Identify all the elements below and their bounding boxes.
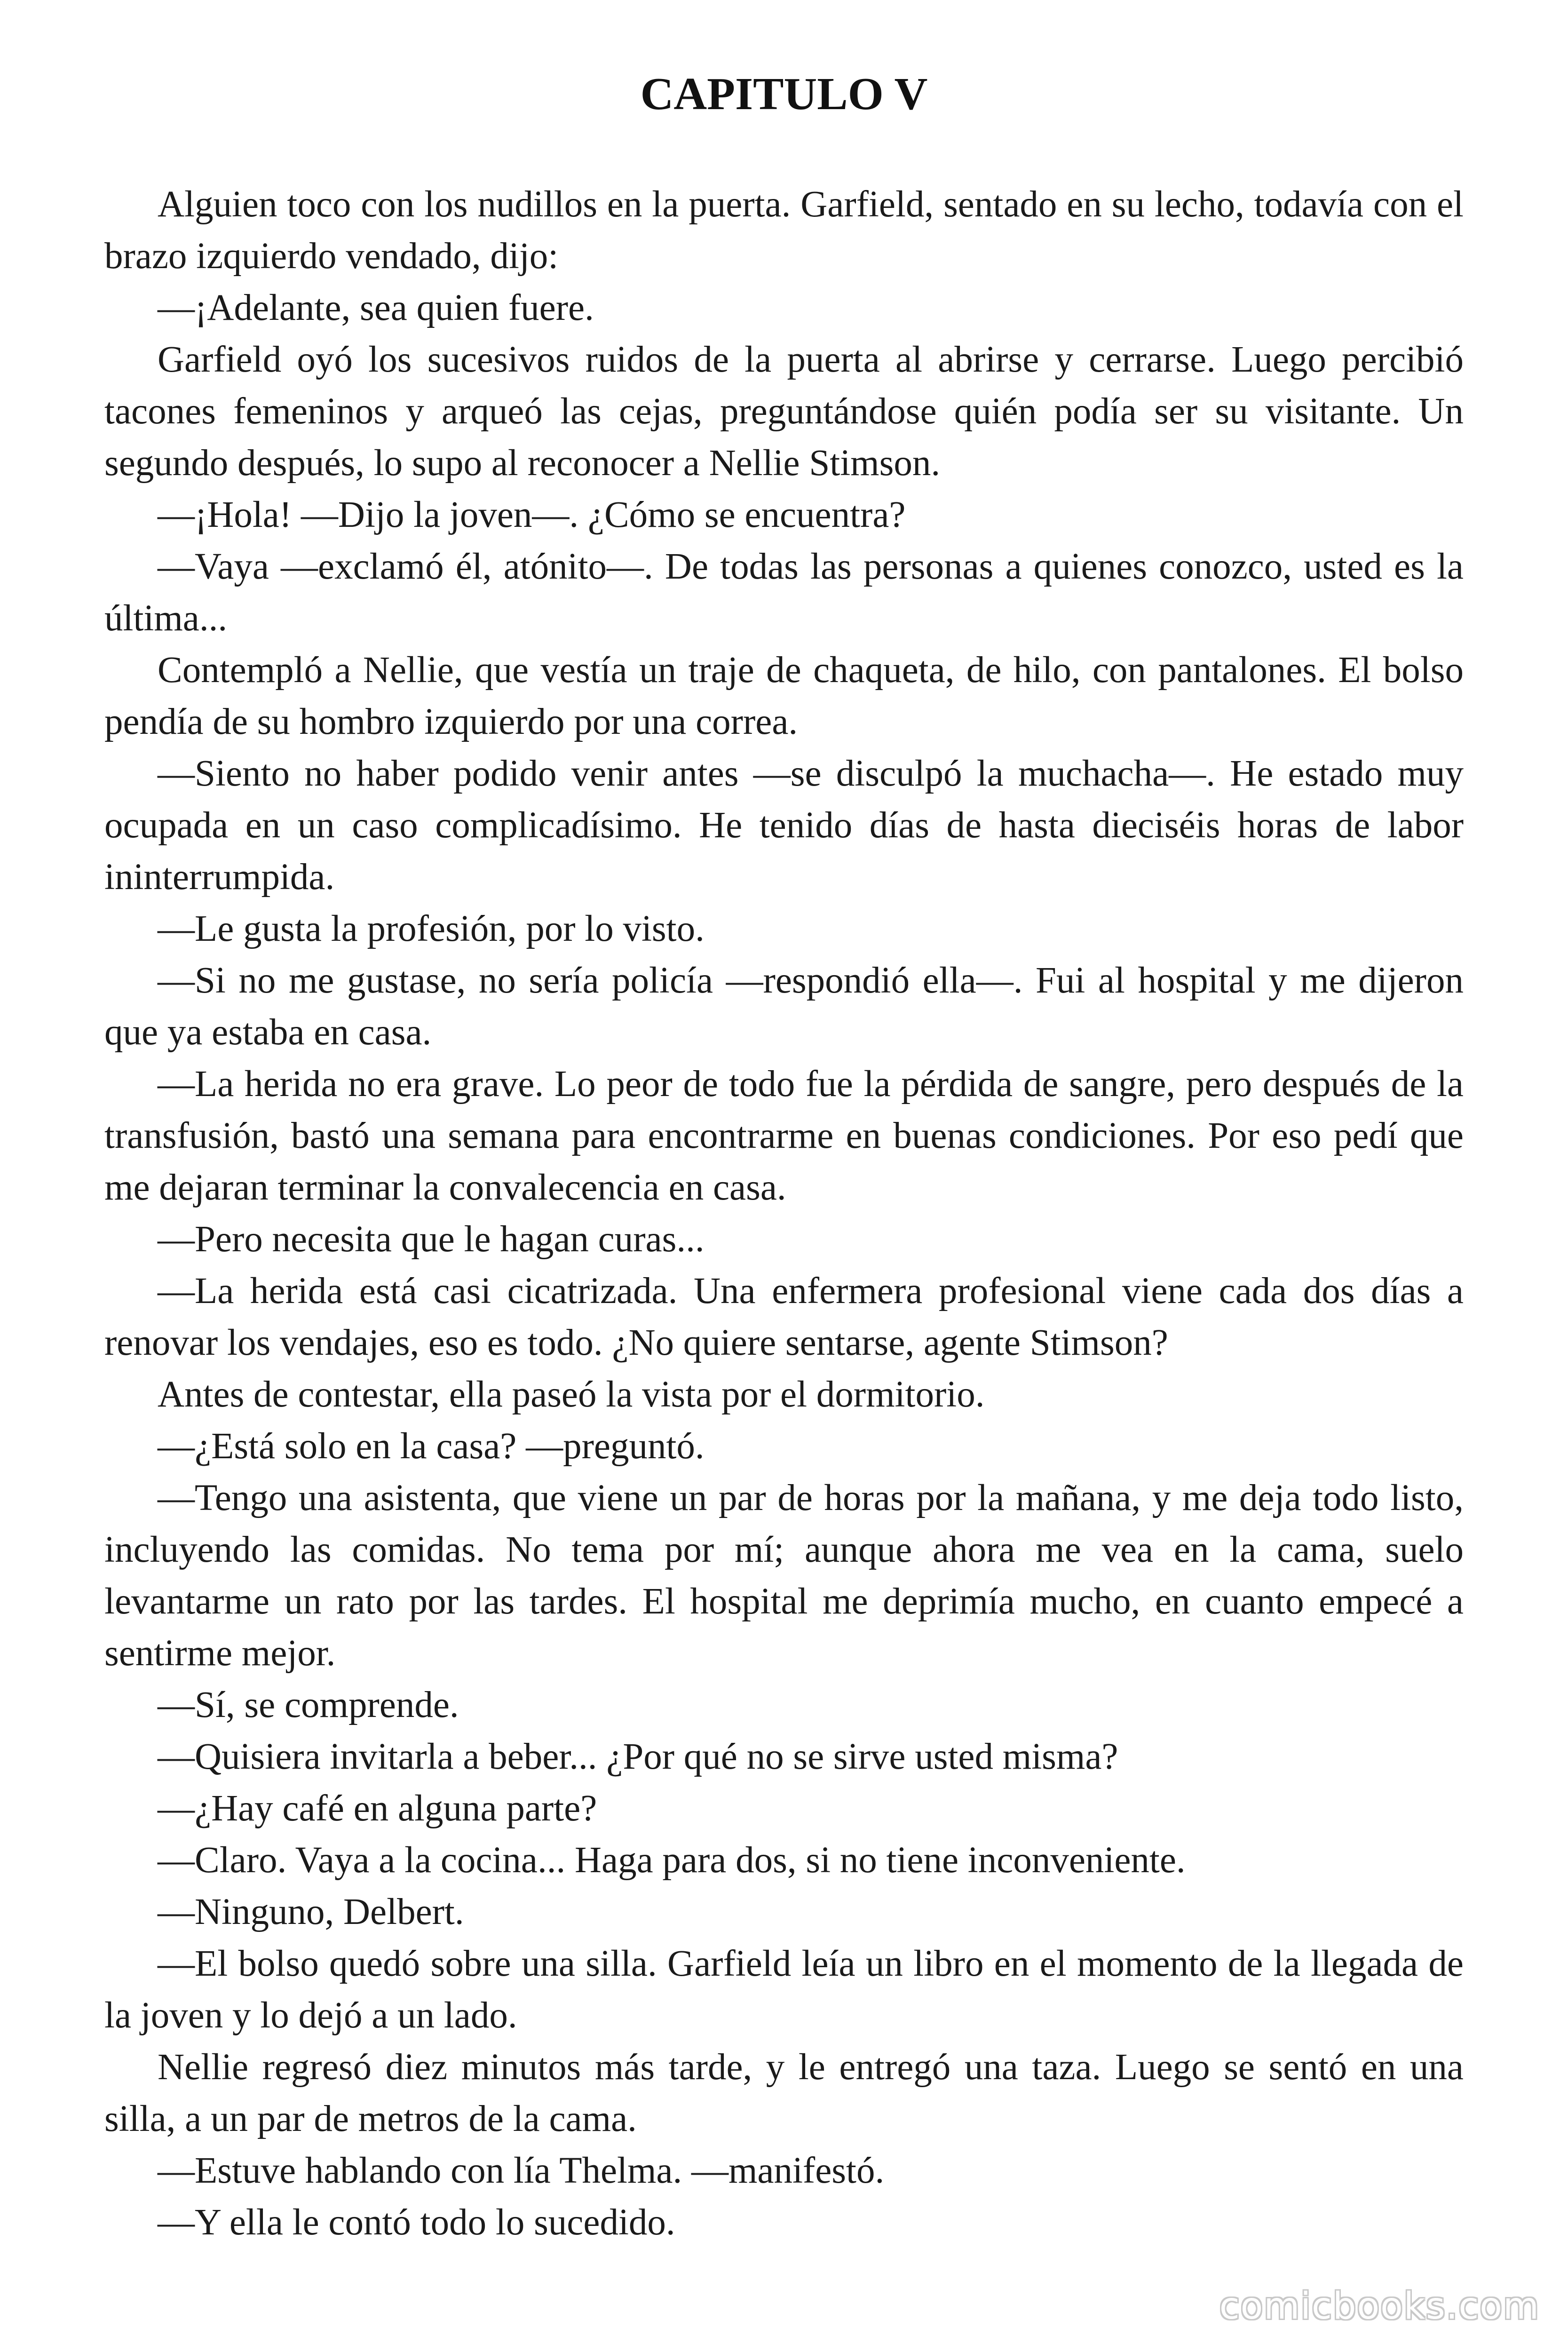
paragraph: —¡Hola! —Dijo la joven—. ¿Cómo se encuentra?	[158, 494, 906, 535]
paragraph: —Tengo una asistenta, que viene un par de horas por la mañana, y me deja todo listo, incluyendo las comidas. No tema por mí; aunque ahora me vea en la cama, suelo levantarme un rato por las tardes. El hospital me deprimía mucho, en cuanto empecé a sentirme mejor.	[104, 1478, 1464, 1674]
paragraph: —La herida está casi cicatrizada. Una enfermera profesional viene cada dos días a renovar los vendajes, eso es todo. ¿No quiere sentarse, agente Stimson?	[104, 1271, 1464, 1363]
paragraph: —¿Hay café en alguna parte?	[158, 1788, 597, 1829]
paragraph: —Le gusta la profesión, por lo visto.	[158, 908, 705, 949]
paragraph: —Siento no haber podido venir antes —se disculpó la muchacha—. He estado muy ocupada en un caso complicadísimo. He tenido días de hasta dieciséis horas de labor ininterrumpida.	[104, 753, 1464, 898]
paragraph: —Estuve hablando con lía Thelma. —manifestó.	[158, 2150, 885, 2191]
paragraph: Antes de contestar, ella paseó la vista por el dormitorio.	[158, 1374, 985, 1415]
paragraph: —Si no me gustase, no sería policía —respondió ella—. Fui al hospital y me dijeron que ya estaba en casa.	[104, 960, 1464, 1053]
paragraph: —Quisiera invitarla a beber... ¿Por qué no se sirve usted misma?	[158, 1736, 1118, 1777]
paragraph: —¡Adelante, sea quien fuere.	[158, 287, 594, 328]
paragraph: —Pero necesita que le hagan curas...	[158, 1219, 705, 1260]
paragraph: —El bolso quedó sobre una silla. Garfield leía un libro en el momento de la llegada de la joven y lo dejó a un lado.	[104, 1943, 1464, 2036]
paragraph: —La herida no era grave. Lo peor de todo fue la pérdida de sangre, pero después de la transfusión, bastó una semana para encontrarme en buenas condiciones. Por eso pedí que me dejaran terminar la convalecencia en casa.	[104, 1064, 1464, 1208]
chapter-body	[104, 179, 1464, 2249]
paragraph: —Y ella le contó todo lo sucedido.	[158, 2202, 675, 2243]
paragraph: Contempló a Nellie, que vestía un traje de chaqueta, de hilo, con pantalones. El bolso pendía de su hombro izquierdo por una correa.	[104, 650, 1464, 742]
watermark: comicbooks.com	[1219, 2285, 1540, 2328]
paragraph: —Sí, se comprende.	[158, 1685, 459, 1725]
paragraph: Garfield oyó los sucesivos ruidos de la puerta al abrirse y cerrarse. Luego percibió tacones femeninos y arqueó las cejas, preguntándose quién podía ser su visitante. Un segundo después, lo supo al reconocer a Nellie Stimson.	[104, 339, 1464, 484]
paragraph: Alguien toco con los nudillos en la puerta. Garfield, sentado en su lecho, todavía con el brazo izquierdo vendado, dijo:	[104, 184, 1464, 277]
paragraph: —¿Está solo en la casa? —preguntó.	[158, 1426, 705, 1467]
paragraph: Nellie regresó diez minutos más tarde, y le entregó una taza. Luego se sentó en una silla, a un par de metros de la cama.	[104, 2047, 1464, 2139]
paragraph: —Vaya —exclamó él, atónito—. De todas las personas a quienes conozco, usted es la última...	[104, 546, 1464, 639]
chapter-title: CAPITULO V	[640, 69, 928, 119]
paragraph: —Ninguno, Delbert.	[158, 1891, 464, 1932]
paragraph: —Claro. Vaya a la cocina... Haga para dos, si no tiene inconveniente.	[158, 1840, 1186, 1881]
